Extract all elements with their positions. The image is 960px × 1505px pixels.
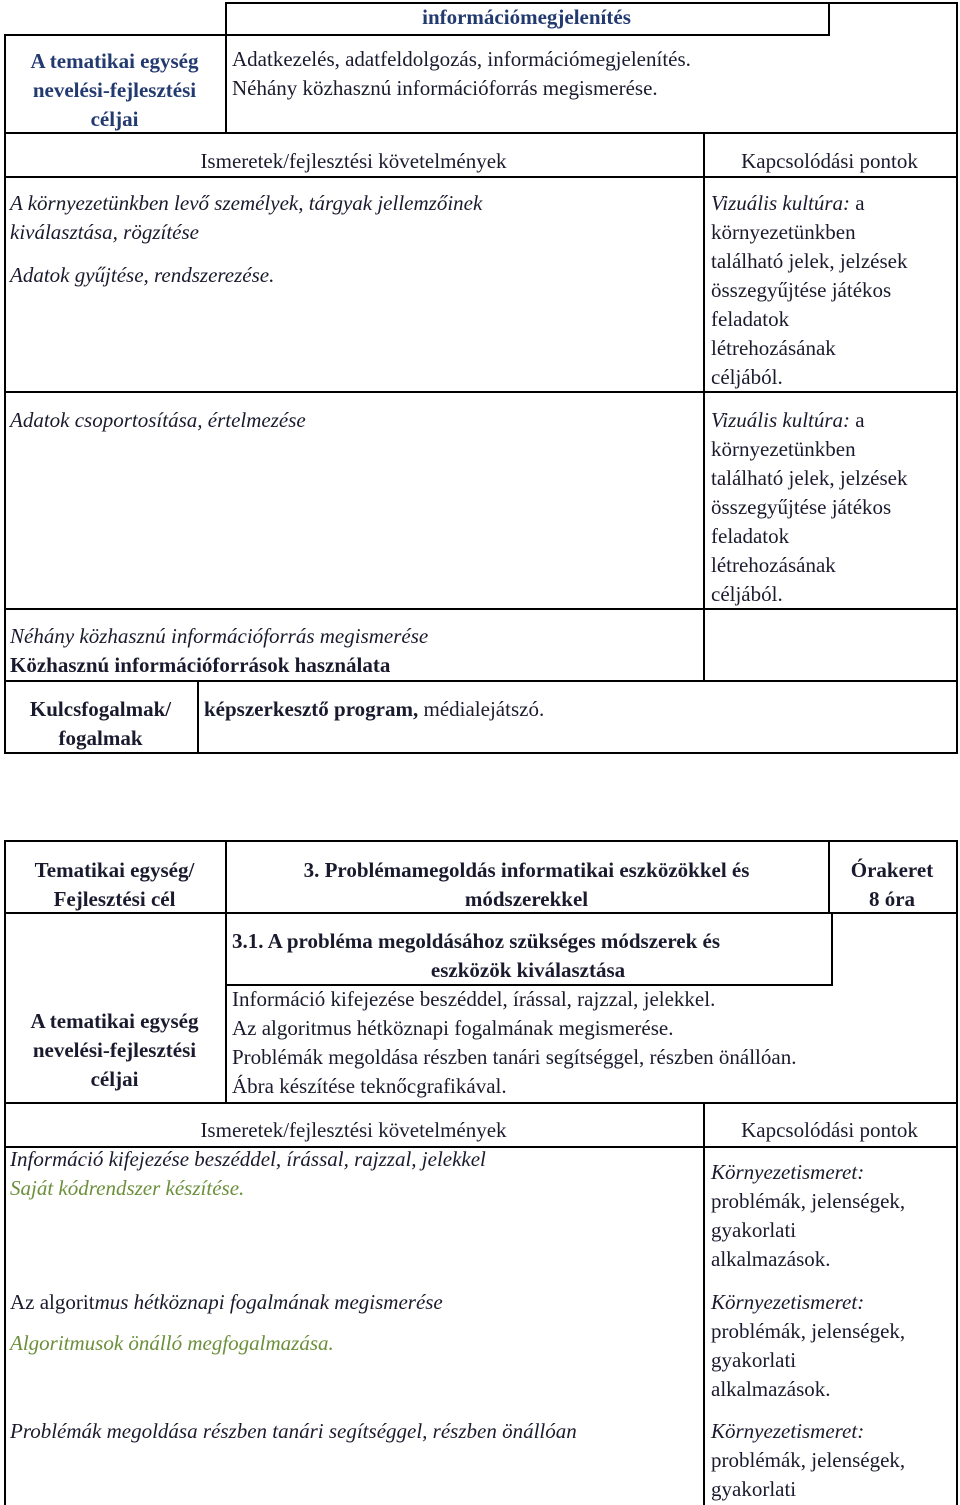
row1-right-first <box>711 189 865 218</box>
keywords-bold: képszerkesztő program, <box>204 697 419 721</box>
row1-left-extra: Adatok gyűjtése, rendszerezése. <box>10 263 275 287</box>
subunit-title-1: 3.1. A probléma megoldásához szükséges módszerek és <box>232 929 721 953</box>
row2b-right-line: gyakorlati <box>711 1348 797 1372</box>
aims-text-2: Néhány közhasznú információforrás megismerése. <box>232 76 658 100</box>
row2b-right-line: alkalmazások. <box>711 1377 831 1401</box>
row2-right-line: található jelek, jelzések <box>711 466 908 490</box>
aims-label-2: nevelési-fejlesztési <box>32 78 197 102</box>
row1b-left-green: Saját kódrendszer készítése. <box>10 1176 245 1200</box>
aims2-label-3: céljai <box>90 1067 139 1091</box>
row2b-left-plain: Az algorit <box>10 1290 95 1314</box>
row1-right-line: környezetünkben <box>711 220 856 244</box>
keywords-text <box>204 695 544 724</box>
row1-right-line: létrehozásának <box>711 336 836 360</box>
aims2-text-4: Ábra készítése teknőcgrafikával. <box>232 1074 507 1098</box>
row2b-left <box>10 1288 443 1317</box>
row1-right-line: összegyűjtése játékos <box>711 278 892 302</box>
row1b-left: Információ kifejezése beszéddel, írással, rajzzal, jelekkel <box>10 1147 486 1171</box>
row2-right-line: céljából. <box>711 582 783 606</box>
unit-title-2: módszerekkel <box>464 887 589 911</box>
row2-right-line: létrehozásának <box>711 553 836 577</box>
col2-header-right: Kapcsolódási pontok <box>741 1118 918 1142</box>
row3-left-bold: Közhasznú információforrások használata <box>10 653 391 677</box>
row2-right-first <box>711 406 865 435</box>
row1b-right-subject: Környezetismeret: <box>711 1160 865 1184</box>
top-header: információmegjelenítés <box>422 5 631 29</box>
aims2-label-2: nevelési-fejlesztési <box>32 1038 197 1062</box>
row2b-right-line: problémák, jelenségek, <box>711 1319 906 1343</box>
row1b-right-line: alkalmazások. <box>711 1247 831 1271</box>
row1b-right-line: problémák, jelenségek, <box>711 1189 906 1213</box>
row2b-left-green: Algoritmusok önálló megfogalmazása. <box>10 1331 334 1355</box>
row1-left-1: A környezetünkben levő személyek, tárgyak jellemzőinek <box>10 191 483 215</box>
aims-text-1: Adatkezelés, adatfeldolgozás, információmegjelenítés. <box>232 47 691 71</box>
row3b-left: Problémák megoldása részben tanári segítséggel, részben önállóan <box>10 1419 577 1443</box>
unit-label-2: Fejlesztési cél <box>53 887 176 911</box>
subunit-title-2: eszközök kiválasztása <box>430 958 626 982</box>
row2-right-a: a <box>850 408 865 432</box>
row3b-right-line: problémák, jelenségek, <box>711 1448 906 1472</box>
unit-label-1: Tematikai egység/ <box>34 858 195 882</box>
row1-right-a: a <box>850 191 865 215</box>
keywords-label-2: fogalmak <box>58 726 143 750</box>
col-header-left: Ismeretek/fejlesztési követelmények <box>200 149 507 173</box>
aims-label-3: céljai <box>90 107 139 131</box>
row1-left-2: kiválasztása, rögzítése <box>10 220 199 244</box>
aims2-text-2: Az algoritmus hétköznapi fogalmának megismerése. <box>232 1016 674 1040</box>
aims-label-1: A tematikai egység <box>30 49 199 73</box>
row2-left: Adatok csoportosítása, értelmezése <box>10 408 306 432</box>
row1-right-subject: Vizuális kultúra: <box>711 191 851 215</box>
col-header-right: Kapcsolódási pontok <box>741 149 918 173</box>
hours-label-1: Órakeret <box>850 858 934 882</box>
row3b-right-subject: Környezetismeret: <box>711 1419 865 1443</box>
keywords-label-1: Kulcsfogalmak/ <box>29 697 172 721</box>
row2b-left-italic: mus hétköznapi fogalmának megismerése <box>94 1290 443 1314</box>
row2b-right-subject: Környezetismeret: <box>711 1290 865 1314</box>
row1b-right-line: gyakorlati <box>711 1218 797 1242</box>
aims2-text-1: Információ kifejezése beszéddel, írással, rajzzal, jelekkel. <box>232 987 716 1011</box>
row1-right-line: található jelek, jelzések <box>711 249 908 273</box>
row3-left-italic: Néhány közhasznú információforrás megismerése <box>10 624 429 648</box>
col2-header-left: Ismeretek/fejlesztési követelmények <box>200 1118 507 1142</box>
unit-title-1: 3. Problémamegoldás informatikai eszközökkel és <box>303 858 750 882</box>
row2-right-subject: Vizuális kultúra: <box>711 408 851 432</box>
row1-right-line: feladatok <box>711 307 790 331</box>
keywords-normal: médialejátszó. <box>418 697 545 721</box>
row3b-right-line: gyakorlati <box>711 1477 797 1501</box>
row2-right-line: környezetünkben <box>711 437 856 461</box>
aims2-label-1: A tematikai egység <box>30 1009 199 1033</box>
aims2-text-3: Problémák megoldása részben tanári segítséggel, részben önállóan. <box>232 1045 797 1069</box>
row2-right-line: feladatok <box>711 524 790 548</box>
row1-right-line: céljából. <box>711 365 783 389</box>
hours-label-2: 8 óra <box>868 887 916 911</box>
row2-right-line: összegyűjtése játékos <box>711 495 892 519</box>
